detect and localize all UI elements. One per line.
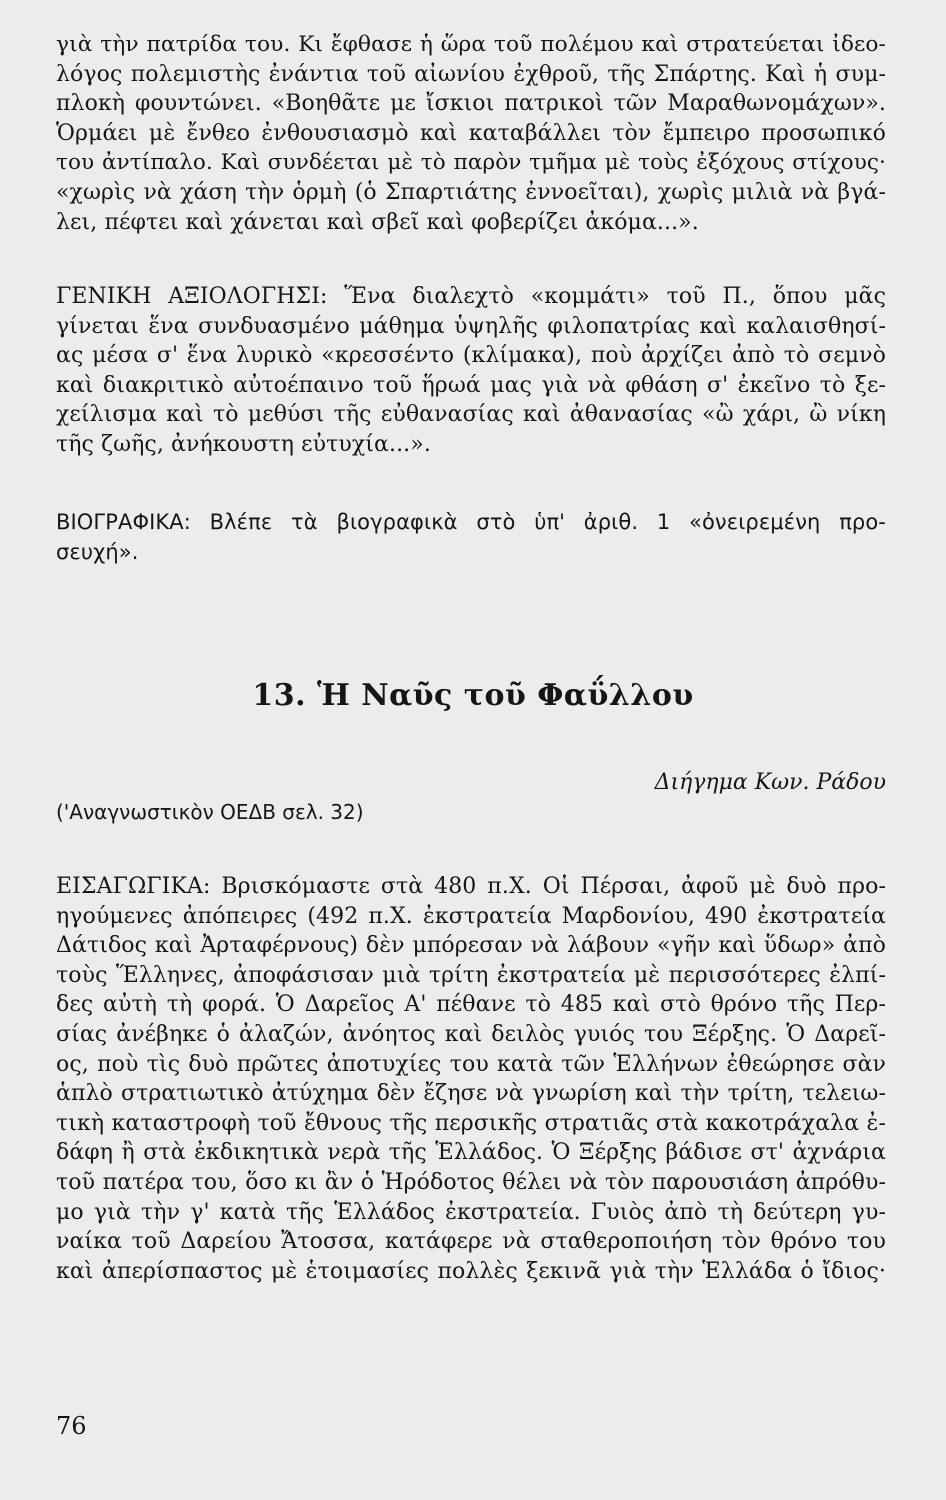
text-line: Ὁρμάει μὲ ἔνθεο ἐνθουσιασμὸ καὶ καταβάλλει τὸν ἔμπειρο προσωπικό bbox=[56, 120, 886, 146]
text-line: γιὰ τὴν πατρίδα του. Κι ἔφθασε ἡ ὥρα τοῦ πολέμου καὶ στρατεύεται ἰδεο- bbox=[56, 32, 886, 57]
text-line: ος, ποὺ τὶς δυὸ πρῶτες ἀποτυχίες του κατὰ τῶν Ἑλλήνων ἐθεώρησε σὰν bbox=[56, 1051, 886, 1077]
text-line: καὶ ἀπερίσπαστος μὲ ἑτοιμασίες πολλὲς ξεκινᾶ γιὰ τὴν Ἑλλάδα ὁ ἴδιος· bbox=[56, 1258, 886, 1284]
text-line: ας μέσα σ' ἕνα λυρικὸ «κρεσσέντο (κλίμακα), ποὺ ἀρχίζει ἀπὸ τὸ σεμνὸ bbox=[56, 343, 886, 369]
page-number: 76 bbox=[56, 1412, 87, 1440]
text-line: Δάτιδος καὶ Ἀρταφέρνους) δὲν μπόρεσαν νὰ λάβουν «γῆν καὶ ὕδωρ» ἀπὸ bbox=[56, 933, 886, 959]
text-line: λει, πέφτει καὶ χάνεται καὶ σβεῖ καὶ φοβερίζει ἀκόμα...». bbox=[56, 209, 699, 235]
section-source: ('Αναγνωστικὸν ΟΕΔΒ σελ. 32) bbox=[56, 800, 364, 824]
text-line: ΒΙΟΓΡΑΦΙΚΑ: Βλέπε τὰ βιογραφικὰ στὸ ὑπ' ἀριθ. 1 «ὀνειρεμένη προ- bbox=[56, 510, 886, 534]
paragraph-3 bbox=[56, 508, 886, 567]
text-line: ναίκα τοῦ Δαρείου Ἄτοσσα, κατάφερε νὰ σταθεροποιήση τὸν θρόνο του bbox=[56, 1229, 886, 1255]
paragraph-4 bbox=[56, 872, 886, 1286]
text-line: «χωρὶς νὰ χάση τὴν ὁρμὴ (ὁ Σπαρτιάτης ἐννοεῖται), χωρὶς μιλιὰ νὰ βγά- bbox=[56, 179, 886, 205]
text-line: μο γιὰ τὴν γ' κατὰ τῆς Ἑλλάδος ἐκστρατεία. Γυιὸς ἀπὸ τὴ δεύτερη γυ- bbox=[56, 1199, 886, 1225]
text-line: χείλισμα καὶ τὸ μεθύσι τῆς εὐθανασίας καὶ ἀθανασίας «ὢ χάρι, ὢ νίκη bbox=[56, 402, 886, 428]
text-line: πλοκὴ φουντώνει. «Βοηθᾶτε με ἴσκιοι πατρικοὶ τῶν Μαραθωνομάχων». bbox=[56, 91, 886, 117]
text-line: δάφη ἢ στὰ ἐκδικητικὰ νερὰ τῆς Ἑλλάδος. Ὁ Ξέρξης βάδισε στ' ἀχνάρια bbox=[56, 1140, 886, 1166]
section-byline: Διήγημα Κων. Ράδου bbox=[654, 770, 886, 795]
text-line: γίνεται ἕνα συνδυασμένο μάθημα ὑψηλῆς φιλοπατρίας καὶ καλαισθησί- bbox=[56, 313, 886, 339]
text-line: ΓΕΝΙΚΗ ΑΞΙΟΛΟΓΗΣΙ: Ἕνα διαλεχτὸ «κομμάτι» τοῦ Π., ὅπου μᾶς bbox=[56, 284, 886, 309]
text-line: ΕΙΣΑΓΩΓΙΚΑ: Βρισκόμαστε στὰ 480 π.Χ. Οἱ Πέρσαι, ἀφοῦ μὲ δυὸ προ- bbox=[56, 874, 886, 899]
text-line: του ἀντίπαλο. Καὶ συνδέεται μὲ τὸ παρὸν τμῆμα μὲ τοὺς ἐξόχους στίχους· bbox=[56, 150, 886, 176]
section-heading: 13. Ἡ Ναῦς τοῦ Φαΰλλου bbox=[252, 678, 694, 713]
text-line: ἁπλὸ στρατιωτικὸ ἀτύχημα δὲν ἔζησε νὰ γνωρίση καὶ τὴν τρίτη, τελειω- bbox=[56, 1081, 886, 1107]
text-line: σίας ἀνέβηκε ὁ ἀλαζών, ἀνόητος καὶ δειλὸς γυιός του Ξέρξης. Ὁ Δαρεῖ- bbox=[56, 1021, 886, 1047]
text-line: τῆς ζωῆς, ἀνήκουστη εὐτυχία...». bbox=[56, 431, 431, 457]
text-line: τικὴ καταστροφὴ τοῦ ἔθνους τῆς περσικῆς στρατιᾶς στὰ κακοτράχαλα ἐ- bbox=[56, 1110, 886, 1136]
text-line: τοὺς Ἕλληνες, ἀποφάσισαν μιὰ τρίτη ἐκστρατεία μὲ περισσότερες ἐλπί- bbox=[56, 962, 886, 988]
text-line: καὶ διακριτικὸ αὐτοέπαινο τοῦ ἥρωά μας γιὰ νὰ φθάση σ' ἐκεῖνο τὸ ξε- bbox=[56, 372, 886, 398]
paragraph-2 bbox=[56, 282, 886, 460]
text-line: δες αὐτὴ τὴ φορά. Ὁ Δαρεῖος Α' πέθανε τὸ 485 καὶ στὸ θρόνο τῆς Περ- bbox=[56, 992, 886, 1018]
text-line: λόγος πολεμιστὴς ἐνάντια τοῦ αἰωνίου ἐχθροῦ, τῆς Σπάρτης. Καὶ ἡ συμ- bbox=[56, 61, 886, 87]
text-line: ηγούμενες ἀπόπειρες (492 π.Χ. ἐκστρατεία Μαρδονίου, 490 ἐκστρατεία bbox=[56, 903, 886, 929]
paragraph-1 bbox=[56, 30, 886, 237]
text-line: σευχή». bbox=[56, 539, 139, 564]
text-line: τοῦ πατέρα του, ὅσο κι ἂν ὁ Ἡρόδοτος θέλει νὰ τὸν παρουσιάση ἀπρόθυ- bbox=[56, 1169, 886, 1195]
